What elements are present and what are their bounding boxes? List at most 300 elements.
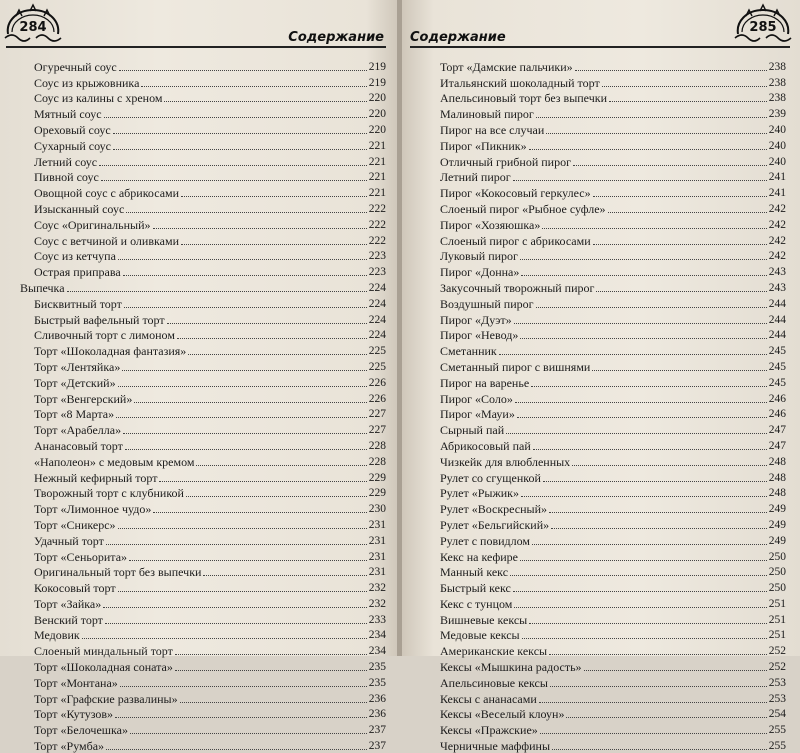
toc-entry-page: 223 (368, 266, 386, 279)
toc-list-right (426, 58, 786, 753)
toc-entry-page: 251 (768, 613, 786, 626)
toc-entry-title: Кекс на кефире (440, 549, 519, 564)
header-rule (410, 46, 790, 48)
dot-leader (592, 370, 766, 371)
toc-entry (426, 627, 786, 643)
toc-entry-title: Закусочный творожный пирог (440, 280, 595, 295)
toc-entry-page: 238 (768, 92, 786, 105)
toc-entry (20, 737, 386, 753)
toc-entry-page: 235 (368, 676, 386, 689)
dot-leader (188, 354, 366, 355)
toc-entry-page: 251 (768, 597, 786, 610)
toc-entry-page: 241 (768, 171, 786, 184)
toc-entry-page: 229 (368, 487, 386, 500)
toc-entry (426, 248, 786, 264)
toc-entry (426, 595, 786, 611)
toc-entry (426, 232, 786, 248)
toc-entry (20, 58, 386, 74)
toc-entry (20, 532, 386, 548)
toc-entry-page: 229 (368, 471, 386, 484)
toc-entry (20, 406, 386, 422)
toc-entry-page: 251 (768, 629, 786, 642)
toc-entry-title: Торт «Румба» (34, 739, 105, 753)
toc-entry-title: Пирог на все случаи (440, 122, 545, 137)
toc-entry (20, 390, 386, 406)
dot-leader (513, 180, 767, 181)
dot-leader (113, 133, 367, 134)
toc-entry-title: Изысканный соус (34, 201, 125, 216)
toc-entry-page: 249 (768, 503, 786, 516)
toc-entry-page: 231 (368, 518, 386, 531)
dot-leader (118, 591, 367, 592)
toc-entry (426, 200, 786, 216)
toc-entry-page: 242 (768, 202, 786, 215)
toc-entry (426, 58, 786, 74)
toc-entry (20, 516, 386, 532)
toc-entry-page: 231 (368, 566, 386, 579)
toc-entry-title: Торт «Сеньорита» (34, 549, 128, 564)
toc-entry-title: Кекс с тунцом (440, 596, 513, 611)
toc-entry-title: Огуречный соус (34, 59, 117, 74)
toc-entry-page: 242 (768, 250, 786, 263)
toc-entry-page: 232 (368, 597, 386, 610)
dot-leader (106, 544, 367, 545)
running-head: Содержание (410, 30, 506, 45)
toc-entry-title: Удачный торт (34, 533, 104, 548)
dot-leader (533, 449, 767, 450)
dot-leader (118, 528, 367, 529)
toc-entry-title: Вишневые кексы (440, 612, 528, 627)
toc-entry (426, 469, 786, 485)
header-rule (6, 46, 386, 48)
dot-leader (125, 449, 367, 450)
toc-entry-page: 245 (768, 376, 786, 389)
dot-leader (130, 733, 367, 734)
dot-leader (186, 496, 367, 497)
toc-list-left (20, 58, 386, 753)
toc-entry-title: Торт «Кутузов» (34, 707, 114, 722)
toc-entry-page: 220 (368, 123, 386, 136)
toc-entry-page: 224 (368, 329, 386, 342)
toc-entry-title: Итальянский шоколадный торт (440, 75, 600, 90)
toc-entry (20, 548, 386, 564)
dot-leader (181, 244, 367, 245)
page-number: 284 (19, 20, 47, 35)
toc-entry-title: Рулет «Рыжик» (440, 486, 519, 501)
dot-leader (593, 196, 767, 197)
dot-leader (549, 512, 767, 513)
dot-leader (203, 575, 366, 576)
toc-entry (426, 706, 786, 722)
toc-entry-page: 224 (368, 313, 386, 326)
dot-leader (175, 670, 367, 671)
toc-entry-page: 230 (368, 503, 386, 516)
dot-leader (542, 228, 766, 229)
dot-leader (514, 607, 766, 608)
toc-entry (426, 358, 786, 374)
toc-entry (20, 421, 386, 437)
dot-leader (153, 228, 367, 229)
toc-entry-page: 242 (768, 218, 786, 231)
dot-leader (82, 638, 367, 639)
toc-entry-title: Пирог «Дуэт» (440, 312, 512, 327)
toc-entry-page: 242 (768, 234, 786, 247)
dot-leader (550, 686, 767, 687)
toc-entry-page: 236 (368, 692, 386, 705)
toc-entry (20, 263, 386, 279)
dot-leader (99, 165, 367, 166)
dot-leader (116, 417, 367, 418)
toc-entry-title: Апельсиновый торт без выпечки (440, 91, 607, 106)
toc-entry-title: Пирог «Мауи» (440, 407, 515, 422)
dot-leader (123, 275, 367, 276)
toc-entry (426, 485, 786, 501)
dot-leader (506, 433, 767, 434)
toc-entry-title: Торт «8 Марта» (34, 407, 115, 422)
toc-entry (20, 642, 386, 658)
toc-entry (20, 169, 386, 185)
dot-leader (181, 196, 367, 197)
toc-entry-page: 240 (768, 139, 786, 152)
toc-entry-page: 254 (768, 708, 786, 721)
toc-entry-title: Пирог «Донна» (440, 265, 520, 280)
toc-entry (20, 121, 386, 137)
toc-entry-page: 245 (768, 360, 786, 373)
toc-entry-title: Пивной соус (34, 170, 99, 185)
toc-entry-title: Апельсиновые кексы (440, 675, 548, 690)
dot-leader (517, 417, 767, 418)
toc-entry (20, 453, 386, 469)
toc-entry (426, 642, 786, 658)
toc-entry-page: 231 (368, 550, 386, 563)
toc-entry (426, 374, 786, 390)
toc-entry (426, 311, 786, 327)
toc-entry (20, 469, 386, 485)
toc-entry (20, 327, 386, 343)
toc-entry (426, 137, 786, 153)
toc-entry (20, 153, 386, 169)
toc-entry (20, 721, 386, 737)
dot-leader (118, 386, 367, 387)
toc-entry (20, 200, 386, 216)
dot-leader (159, 481, 366, 482)
toc-entry-title: Абрикосовый пай (440, 438, 531, 453)
toc-entry-page: 255 (768, 724, 786, 737)
toc-entry (20, 90, 386, 106)
toc-entry (426, 437, 786, 453)
toc-entry-page: 221 (368, 139, 386, 152)
toc-entry-page: 232 (368, 582, 386, 595)
toc-entry (426, 579, 786, 595)
toc-entry-title: Торт «Лимонное чудо» (34, 502, 152, 517)
toc-entry-page: 244 (768, 297, 786, 310)
dot-leader (141, 86, 366, 87)
toc-entry-page: 247 (768, 424, 786, 437)
toc-entry-title: Ореховый соус (34, 122, 111, 137)
toc-entry-page: 236 (368, 708, 386, 721)
dot-leader (118, 259, 367, 260)
toc-entry-page: 223 (368, 250, 386, 263)
toc-entry-title: Рулет с повидлом (440, 533, 530, 548)
toc-entry-page: 237 (368, 724, 386, 737)
toc-entry (20, 137, 386, 153)
toc-entry-title: Слоеный миндальный торт (34, 644, 173, 659)
toc-entry (426, 327, 786, 343)
toc-entry-page: 231 (368, 534, 386, 547)
toc-entry (426, 121, 786, 137)
dot-leader (543, 481, 767, 482)
toc-entry-title: Слоеный пирог «Рыбное суфле» (440, 201, 606, 216)
toc-entry-page: 222 (368, 234, 386, 247)
dot-leader (536, 307, 767, 308)
toc-entry-page: 228 (368, 439, 386, 452)
toc-entry (20, 611, 386, 627)
toc-entry (20, 437, 386, 453)
toc-entry (426, 153, 786, 169)
toc-entry-title: Сметанник (440, 344, 497, 359)
toc-entry-page: 226 (368, 392, 386, 405)
dot-leader (514, 323, 767, 324)
dot-leader (536, 117, 767, 118)
toc-entry-title: Выпечка (20, 280, 65, 295)
toc-entry-page: 246 (768, 392, 786, 405)
dot-leader (529, 149, 767, 150)
toc-entry-title: Оригинальный торт без выпечки (34, 565, 202, 580)
toc-entry-title: Соус из крыжовника (34, 75, 140, 90)
toc-entry (20, 216, 386, 232)
toc-entry (20, 374, 386, 390)
toc-entry (426, 295, 786, 311)
toc-entry-page: 248 (768, 487, 786, 500)
toc-entry-title: Острая приправа (34, 265, 121, 280)
toc-entry-title: Летний пирог (440, 170, 511, 185)
toc-entry-title: Торт «Зайка» (34, 596, 102, 611)
toc-entry-title: Пирог «Хозяюшка» (440, 217, 541, 232)
toc-entry-page: 225 (368, 360, 386, 373)
toc-entry-page: 243 (768, 266, 786, 279)
toc-entry-page: 240 (768, 155, 786, 168)
toc-entry-title: Торт «Графские развалины» (34, 691, 178, 706)
dot-leader (164, 101, 366, 102)
toc-entry (20, 690, 386, 706)
toc-entry-title: Соус из кетчупа (34, 249, 116, 264)
toc-entry-title: Соус «Оригинальный» (34, 217, 151, 232)
dot-leader (122, 370, 366, 371)
dot-leader (120, 686, 367, 687)
toc-entry-title: Торт «Дамские пальчики» (440, 59, 573, 74)
toc-entry-page: 227 (368, 408, 386, 421)
toc-entry-title: Пирог «Пикник» (440, 138, 527, 153)
toc-entry (20, 184, 386, 200)
toc-entry (426, 532, 786, 548)
toc-entry-title: Торт «Белочешка» (34, 723, 128, 738)
toc-entry (20, 595, 386, 611)
toc-entry-page: 235 (368, 661, 386, 674)
left-page (0, 0, 398, 753)
toc-entry-title: Венский торт (34, 612, 103, 627)
toc-entry (20, 706, 386, 722)
dot-leader (593, 244, 767, 245)
toc-entry (426, 90, 786, 106)
toc-entry (20, 500, 386, 516)
dot-leader (531, 386, 767, 387)
toc-entry-page: 241 (768, 187, 786, 200)
toc-entry (20, 658, 386, 674)
toc-entry-page: 246 (768, 408, 786, 421)
toc-entry (426, 500, 786, 516)
toc-entry-page: 252 (768, 645, 786, 658)
toc-entry (426, 105, 786, 121)
dot-leader (167, 323, 367, 324)
dot-leader (521, 496, 767, 497)
toc-entry-title: Сметанный пирог с вишнями (440, 359, 591, 374)
toc-entry (426, 342, 786, 358)
toc-entry-title: Медовик (34, 628, 80, 643)
dot-leader (113, 149, 367, 150)
toc-entry-title: Кексы «Пражские» (440, 723, 538, 738)
dot-leader (520, 560, 767, 561)
dot-leader (572, 465, 767, 466)
toc-entry (20, 295, 386, 311)
toc-entry-title: Быстрый кекс (440, 581, 511, 596)
toc-entry (426, 279, 786, 295)
toc-entry (20, 674, 386, 690)
dot-leader (196, 465, 366, 466)
toc-entry-title: «Наполеон» с медовым кремом (34, 454, 195, 469)
dot-leader (106, 749, 367, 750)
dot-leader (177, 338, 367, 339)
page-number-ornament (2, 2, 64, 46)
toc-entry-title: Торт «Лентяйка» (34, 359, 121, 374)
toc-entry (20, 311, 386, 327)
toc-entry-page: 252 (768, 661, 786, 674)
toc-entry-title: Кексы с ананасами (440, 691, 537, 706)
dot-leader (126, 212, 366, 213)
toc-entry-page: 255 (768, 740, 786, 753)
toc-entry-page: 220 (368, 108, 386, 121)
toc-entry-title: Рулет «Воскресный» (440, 502, 548, 517)
dot-leader (153, 512, 366, 513)
dot-leader (520, 338, 766, 339)
toc-entry (426, 184, 786, 200)
toc-entry-page: 228 (368, 455, 386, 468)
toc-entry (426, 611, 786, 627)
dot-leader (101, 180, 367, 181)
toc-entry-title: Кокосовый торт (34, 581, 116, 596)
toc-entry-title: Соус из калины с хреном (34, 91, 163, 106)
toc-entry-page: 224 (368, 297, 386, 310)
toc-entry-title: Пирог на варенье (440, 375, 530, 390)
toc-entry-title: Кексы «Веселый клоун» (440, 707, 565, 722)
toc-entry-page: 244 (768, 313, 786, 326)
toc-entry-page: 226 (368, 376, 386, 389)
dot-leader (566, 717, 766, 718)
page-number: 285 (749, 20, 777, 35)
toc-entry-title: Слоеный пирог с абрикосами (440, 233, 591, 248)
toc-entry (426, 263, 786, 279)
toc-entry-page: 220 (368, 92, 386, 105)
toc-entry-title: Ананасовый торт (34, 438, 123, 453)
toc-entry-title: Сливочный торт с лимоном (34, 328, 175, 343)
toc-entry-page: 234 (368, 629, 386, 642)
toc-entry (20, 232, 386, 248)
right-page (402, 0, 800, 753)
dot-leader (119, 70, 367, 71)
dot-leader (522, 638, 767, 639)
toc-entry-page: 239 (768, 108, 786, 121)
dot-leader (499, 354, 767, 355)
running-head: Содержание (288, 30, 384, 45)
toc-entry-title: Пирог «Кокосовый геркулес» (440, 186, 591, 201)
toc-entry-title: Творожный торт с клубникой (34, 486, 184, 501)
toc-entry-title: Рулет «Бельгийский» (440, 517, 550, 532)
toc-entry-page: 227 (368, 424, 386, 437)
toc-entry-title: Летний соус (34, 154, 98, 169)
dot-leader (596, 291, 766, 292)
toc-entry-page: 248 (768, 455, 786, 468)
dot-leader (609, 101, 767, 102)
toc-entry-page: 233 (368, 613, 386, 626)
toc-entry-title: Овощной соус с абрикосами (34, 186, 180, 201)
dot-leader (175, 654, 367, 655)
dot-leader (546, 133, 767, 134)
toc-entry (426, 421, 786, 437)
toc-entry (426, 453, 786, 469)
toc-entry (20, 358, 386, 374)
page-number-ornament (732, 2, 794, 46)
toc-entry (20, 279, 386, 295)
toc-entry (426, 658, 786, 674)
toc-entry-page: 225 (368, 345, 386, 358)
toc-entry-page: 219 (368, 76, 386, 89)
dot-leader (180, 702, 367, 703)
toc-entry-title: Кексы «Мышкина радость» (440, 660, 582, 675)
dot-leader (520, 259, 767, 260)
toc-entry-page: 250 (768, 566, 786, 579)
toc-entry-page: 237 (368, 740, 386, 753)
toc-entry (426, 548, 786, 564)
dot-leader (513, 591, 767, 592)
dot-leader (515, 402, 767, 403)
toc-entry (20, 105, 386, 121)
toc-entry-title: Быстрый вафельный торт (34, 312, 165, 327)
dot-leader (602, 86, 767, 87)
toc-entry-title: Отличный грибной пирог (440, 154, 572, 169)
dot-leader (552, 749, 767, 750)
dot-leader (123, 433, 367, 434)
dot-leader (573, 165, 767, 166)
toc-entry-title: Соус с ветчиной и оливками (34, 233, 179, 248)
toc-entry-page: 250 (768, 582, 786, 595)
toc-entry-page: 248 (768, 471, 786, 484)
dot-leader (124, 307, 367, 308)
toc-entry (20, 579, 386, 595)
dot-leader (134, 402, 366, 403)
toc-entry-page: 222 (368, 202, 386, 215)
toc-entry-page: 249 (768, 518, 786, 531)
toc-entry-page: 253 (768, 692, 786, 705)
toc-entry (426, 737, 786, 753)
toc-entry-title: Мятный соус (34, 107, 102, 122)
dot-leader (67, 291, 367, 292)
toc-entry-page: 247 (768, 439, 786, 452)
toc-entry-title: Черничные маффины (440, 739, 551, 753)
toc-entry-title: Торт «Детский» (34, 375, 116, 390)
dot-leader (549, 654, 767, 655)
dot-leader (539, 702, 767, 703)
toc-entry (426, 690, 786, 706)
dot-leader (105, 623, 367, 624)
